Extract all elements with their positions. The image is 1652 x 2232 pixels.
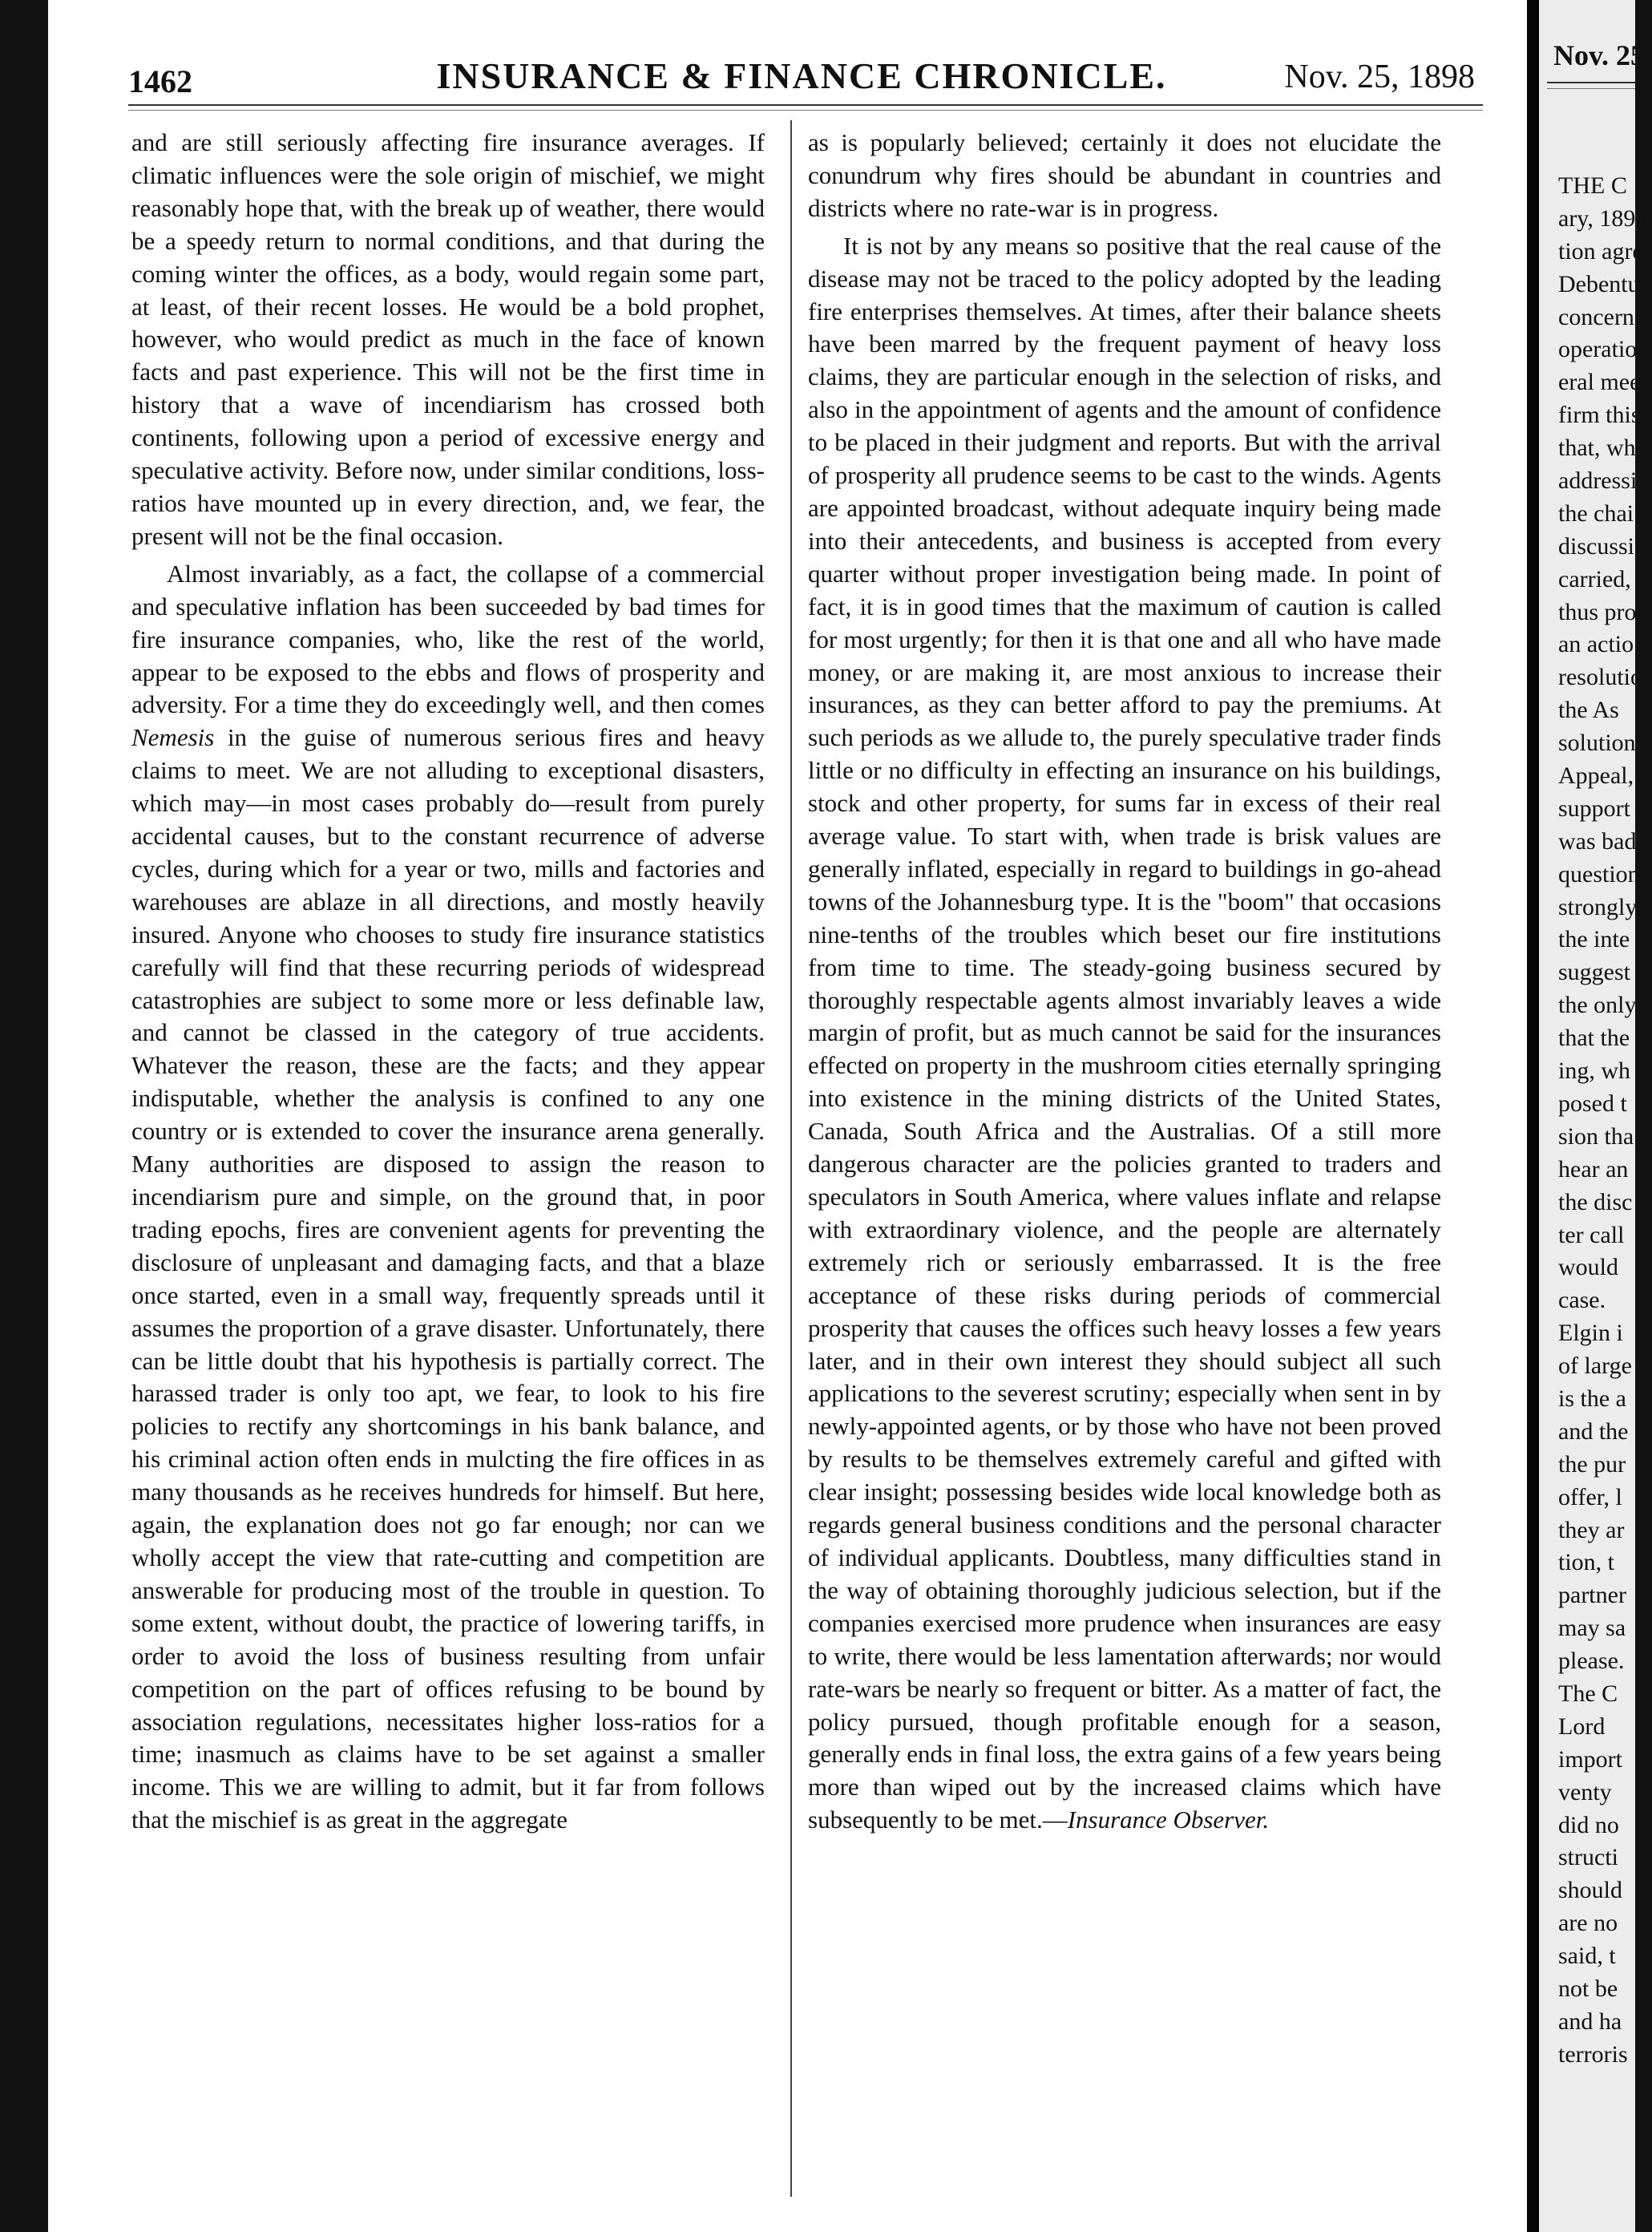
adjacent-line-fragment: addressi: [1558, 467, 1638, 495]
article-column-right: [808, 127, 1441, 1837]
adjacent-header-rule-thin: [1547, 88, 1635, 89]
adjacent-line-fragment: they ar: [1558, 1516, 1625, 1543]
adjacent-line-fragment: hear an: [1558, 1155, 1629, 1183]
adjacent-line-fragment: Appeal,: [1558, 762, 1634, 790]
adjacent-line-fragment: resolutio: [1558, 664, 1642, 691]
adjacent-line-fragment: the disc: [1558, 1188, 1633, 1215]
adjacent-line-fragment: Lord: [1558, 1712, 1606, 1740]
article-paragraph: It is not by any means so positive that the real cause of the disease may not be traced to the policy adopted by the leading fire enterprises themselves. At times, after their balance sheets have been marred by the frequent payment of heavy loss claims, they are particular enough in the selection of risks, and also in the appointment of agents and the amount of confidence to be placed in their judgment and reports. But with the arrival of prosperity all prudence seems to be cast to the winds. Agents are appointed broadcast, without adequate inquiry being made into their antecedents, and business is accepted from every quarter without proper investigation being made. In point of fact, it is in good times that the maximum of caution is called for most urgently; for then it is that one and all who have made money, or are making it, are most anxious to increase their insurances, as they can better afford to pay the premiums. At such periods as we allude to, the purely speculative trader finds little or no difficulty in effecting an insurance on his buildings, stock and other property, for sums far in excess of their real average value. To start with, when trade is brisk values are generally inflated, especially in regard to buildings in go-ahead towns of the Johannesburg type. It is the "boom" that occasions nine-tenths of the troubles which beset our fire institutions from time to time. The steady-going business secured by thoroughly respectable agents almost invariably leaves a wide margin of profit, but as much cannot be said for the insurances effected on property in the mushroom cities eternally springing into existence in the mining districts of the United States, Canada, South Africa and the Australias. Of a still more dangerous character are the policies granted to traders and speculators in South America, where values inflate and relapse with extraordinary violence, and the people are alternately extremely rich or seriously embarrassed. It is the free acceptance of these risks during periods of commercial prosperity that causes the offices such heavy losses a few years later, and in their own interest they should subject all such applications to the severest scrutiny; especially when sent in by newly-appointed agents, or by those who have not been proved by results to be themselves extremely careful and gifted with clear insight; possessing besides wide local knowledge both as regards general business conditions and the personal character of individual applicants. Doubtless, many difficulties stand in the way of obtaining thoroughly judicious selection, but if the companies exercised more prudence when insurances are easy to write, there would be less lamentation afterwards; nor would rate-wars be nearly so frequent or bitter. As a matter of fact, the policy pursued, though profitable enough for a season, generally ends in final loss, the extra gains of a few years being more than wiped out by the increased claims which have subsequently to be met.—Insurance Observer.: [808, 231, 1441, 1834]
adjacent-line-fragment: firm this: [1558, 402, 1641, 429]
adjacent-page-text: [1558, 170, 1649, 2072]
masthead-title: INSURANCE & FINANCE CHRONICLE.: [436, 55, 1167, 96]
adjacent-line-fragment: operation: [1558, 336, 1650, 363]
adjacent-page-header: Nov. 25,: [1553, 39, 1652, 71]
adjacent-line-fragment: said, t: [1558, 1943, 1616, 1970]
adjacent-line-fragment: tion, t: [1558, 1549, 1615, 1576]
adjacent-header-rule: [1547, 82, 1635, 83]
adjacent-line-fragment: ary, 1898: [1558, 204, 1648, 232]
adjacent-line-fragment: offer, l: [1558, 1483, 1622, 1510]
adjacent-line-fragment: are no: [1558, 1910, 1618, 1937]
adjacent-line-fragment: the inte: [1558, 926, 1630, 953]
adjacent-line-fragment: that the: [1558, 1025, 1630, 1052]
page-gutter: [1527, 0, 1539, 2232]
adjacent-line-fragment: the pur: [1558, 1450, 1626, 1478]
adjacent-line-fragment: not be: [1558, 1975, 1618, 2002]
adjacent-line-fragment: Elgin i: [1558, 1320, 1623, 1347]
adjacent-line-fragment: ing, wh: [1558, 1057, 1630, 1085]
adjacent-line-fragment: and the: [1558, 1417, 1629, 1445]
adjacent-line-fragment: is the a: [1558, 1385, 1626, 1412]
adjacent-line-fragment: that, whi: [1558, 435, 1642, 462]
header-rule-thin: [128, 110, 1483, 111]
adjacent-line-fragment: may sa: [1558, 1615, 1626, 1642]
article-source: Insurance Observer.: [1067, 1805, 1270, 1834]
adjacent-line-fragment: case.: [1558, 1287, 1606, 1314]
adjacent-line-fragment: was bad: [1558, 827, 1637, 855]
adjacent-line-fragment: import: [1558, 1745, 1622, 1773]
adjacent-line-fragment: did no: [1558, 1811, 1619, 1838]
adjacent-line-fragment: question: [1558, 860, 1640, 888]
article-paragraph: and are still seriously affecting fire insurance averages. If climatic influences were the sole origin of mischief, we might reasonably hope that, with the break up of weather, there would be a speedy return to normal conditions, and that during the coming winter the offices, as a body, would regain some part, at least, of their recent losses. He would be a bold prophet, however, who would predict as much in the face of known facts and past experience. This will not be the first time in history that a wave of incendiarism has crossed both continents, following upon a period of excessive energy and speculative activity. Before now, under similar conditions, loss-ratios have mounted up in every direction, and, we fear, the present will not be the final occasion.: [131, 128, 765, 550]
issue-date: Nov. 25, 1898: [1284, 59, 1475, 95]
adjacent-line-fragment: suggest: [1558, 959, 1630, 986]
adjacent-line-fragment: an actio: [1558, 631, 1634, 658]
adjacent-line-fragment: solution: [1558, 730, 1636, 757]
adjacent-line-fragment: venty: [1558, 1778, 1612, 1805]
adjacent-line-fragment: terroris: [1558, 2040, 1628, 2068]
adjacent-line-fragment: partner: [1558, 1582, 1626, 1609]
adjacent-line-fragment: carried,: [1558, 565, 1631, 592]
adjacent-line-fragment: structi: [1558, 1844, 1618, 1871]
article-paragraph: Almost invariably, as a fact, the collapse of a commercial and speculative inflation has been succeeded by bad times for fire insurance companies, who, like the rest of the world, appear to be exposed to the ebbs and flows of prosperity and adversity. For a time they do exceedingly well, and then comes Nemesis in the guise of numerous serious fires and heavy claims to meet. We are not alluding to exceptional disasters, which may—in most cases probably do—result from purely accidental causes, but to the constant recurrence of adverse cycles, during which for a year or two, mills and factories and warehouses are ablaze in all directions, and mostly heavily insured. Anyone who chooses to study fire insurance statistics carefully will find that these recurring periods of widespread catastrophies are subject to some more or less definable law, and cannot be classed in the category of true accidents. Whatever the reason, these are the facts; and they appear indisputable, whether the analysis is confined to any one country or is extended to cover the insurance arena generally. Many authorities are disposed to assign the reason to incendiarism pure and simple, on the ground that, in poor trading epochs, fires are convenient agents for preventing the disclosure of unpleasant and damaging facts, and that a blaze once started, even in a small way, frequently spreads until it assumes the proportion of a grave disaster. Unfortunately, there can be little doubt that his hypothesis is partially correct. The harassed trader is only too apt, we fear, to look to his fire policies to rectify any shortcomings in his bank balance, and his criminal action often ends in mulcting the fire offices in as many thousands as he receives hundreds for himself. But here, again, the explanation does not go far enough; nor can we wholly accept the view that rate-cutting and competition are answerable for producing most of the trouble in question. To some extent, without doubt, the practice of lowering tariffs, in order to avoid the loss of business resulting from unfair competition on the part of offices refusing to be bound by association regulations, necessitates higher loss-ratios for a time; inasmuch as claims have to be set against a smaller income. This we are willing to admit, but it far from follows that the mischief is as great in the aggregate: [131, 559, 765, 1834]
column-divider: [790, 120, 792, 2197]
adjacent-line-fragment: would: [1558, 1254, 1618, 1281]
adjacent-line-fragment: The C: [1558, 1680, 1618, 1707]
article-paragraph: as is popularly believed; certainly it does not elucidate the conundrum why fires should be abundant in countries and districts where no rate-war is in progress.: [808, 128, 1441, 222]
adjacent-line-fragment: Debentu: [1558, 270, 1640, 297]
adjacent-line-fragment: and ha: [1558, 2008, 1622, 2035]
adjacent-line-fragment: discussic: [1558, 532, 1646, 560]
adjacent-line-fragment: THE C: [1558, 172, 1627, 199]
header-rule: [128, 104, 1483, 106]
adjacent-line-fragment: sion tha: [1558, 1122, 1634, 1150]
adjacent-line-fragment: the only: [1558, 992, 1637, 1019]
adjacent-line-fragment: eral mee: [1558, 369, 1641, 396]
adjacent-line-fragment: concerns: [1558, 303, 1644, 330]
adjacent-line-fragment: ter call: [1558, 1221, 1625, 1248]
adjacent-line-fragment: the As: [1558, 697, 1619, 724]
adjacent-line-fragment: strongly: [1558, 893, 1638, 920]
adjacent-page-edge: [1539, 0, 1652, 2232]
adjacent-line-fragment: posed t: [1558, 1090, 1627, 1117]
adjacent-line-fragment: thus pro: [1558, 598, 1637, 625]
adjacent-line-fragment: the chai: [1558, 499, 1634, 527]
adjacent-line-fragment: of large: [1558, 1353, 1632, 1380]
adjacent-line-fragment: should: [1558, 1877, 1623, 1904]
newspaper-page: [48, 0, 1527, 2232]
adjacent-line-fragment: tion agre: [1558, 237, 1643, 265]
article-column-left: [131, 127, 765, 1837]
adjacent-line-fragment: please.: [1558, 1648, 1625, 1675]
adjacent-line-fragment: support: [1558, 795, 1630, 822]
page-header: [128, 46, 1475, 99]
page-number: 1462: [128, 63, 192, 99]
